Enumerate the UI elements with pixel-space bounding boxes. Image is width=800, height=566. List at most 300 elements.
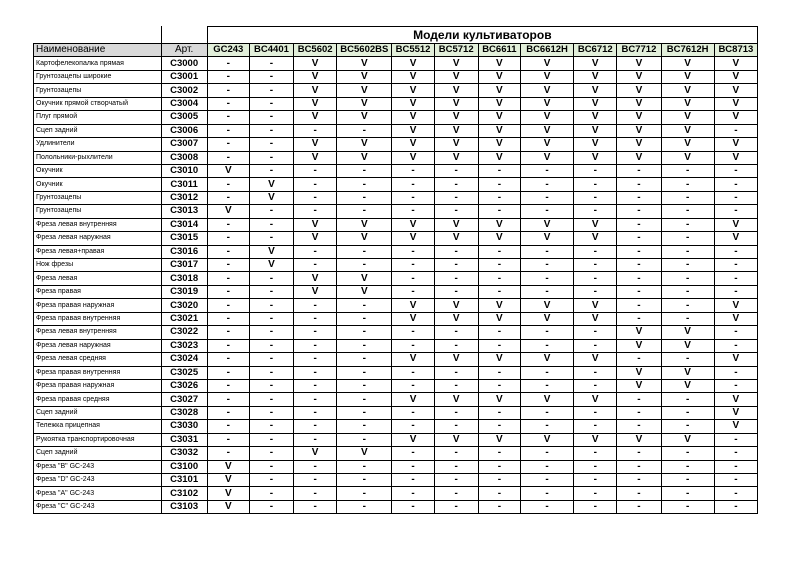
compat-mark-cell: V (617, 124, 661, 137)
part-name-cell: Нож фрезы (34, 259, 162, 272)
compat-mark-cell: - (294, 326, 337, 339)
compat-mark-cell: V (661, 366, 714, 379)
article-cell: C3024 (161, 353, 207, 366)
compat-mark-cell: V (392, 232, 434, 245)
table-row (34, 272, 758, 285)
table-row (34, 366, 758, 379)
compat-mark-cell: - (520, 191, 573, 204)
compat-mark-cell: - (661, 245, 714, 258)
compat-mark-cell: - (294, 245, 337, 258)
table-row (34, 474, 758, 487)
table-row (34, 339, 758, 352)
compat-mark-cell: - (434, 339, 478, 352)
compat-mark-cell: - (207, 124, 249, 137)
compat-mark-cell: - (249, 111, 293, 124)
compat-mark-cell: - (617, 474, 661, 487)
compat-mark-cell: - (574, 500, 617, 513)
article-cell: C3011 (161, 178, 207, 191)
compat-mark-cell: - (617, 191, 661, 204)
compat-mark-cell: - (520, 500, 573, 513)
compat-mark-cell: - (434, 164, 478, 177)
compat-mark-cell: V (574, 353, 617, 366)
compat-mark-cell: - (249, 57, 293, 70)
compat-mark-cell: V (714, 70, 757, 83)
compat-mark-cell: - (392, 164, 434, 177)
compat-mark-cell: V (207, 460, 249, 473)
compat-mark-cell: - (337, 178, 392, 191)
table-row (34, 84, 758, 97)
compat-mark-cell: - (574, 379, 617, 392)
part-name-cell: Грунтозацепы (34, 84, 162, 97)
article-cell: C3020 (161, 299, 207, 312)
compat-mark-cell: - (434, 487, 478, 500)
compat-mark-cell: V (434, 312, 478, 325)
compat-mark-cell: - (520, 164, 573, 177)
compat-mark-cell: V (434, 232, 478, 245)
compat-mark-cell: V (574, 218, 617, 231)
compat-mark-cell: - (207, 111, 249, 124)
compat-mark-cell: - (337, 299, 392, 312)
group-header-row (34, 27, 758, 44)
table-row (34, 312, 758, 325)
compat-mark-cell: - (249, 487, 293, 500)
article-cell: C3006 (161, 124, 207, 137)
compat-mark-cell: - (434, 205, 478, 218)
compat-mark-cell: V (478, 97, 520, 110)
compat-mark-cell: - (574, 447, 617, 460)
compat-mark-cell: - (617, 164, 661, 177)
compat-mark-cell: - (249, 447, 293, 460)
compat-mark-cell: - (661, 191, 714, 204)
compat-mark-cell: V (714, 312, 757, 325)
compat-mark-cell: V (661, 379, 714, 392)
part-name-cell: Тележка прицепная (34, 420, 162, 433)
compat-mark-cell: V (434, 70, 478, 83)
compat-mark-cell: - (207, 245, 249, 258)
compat-mark-cell: - (574, 474, 617, 487)
compat-mark-cell: V (661, 339, 714, 352)
article-cell: C3012 (161, 191, 207, 204)
compat-mark-cell: - (661, 218, 714, 231)
table-row (34, 299, 758, 312)
part-name-cell: Фреза левая внутренняя (34, 218, 162, 231)
table-row (34, 138, 758, 151)
compat-mark-cell: - (249, 218, 293, 231)
compat-mark-cell: - (714, 259, 757, 272)
compat-mark-cell: V (434, 218, 478, 231)
compat-mark-cell: V (337, 97, 392, 110)
compat-mark-cell: - (574, 339, 617, 352)
table-row (34, 500, 758, 513)
compat-mark-cell: - (478, 447, 520, 460)
compat-mark-cell: - (337, 366, 392, 379)
compat-mark-cell: V (617, 97, 661, 110)
table-row (34, 191, 758, 204)
part-name-cell: Фреза правая внутренняя (34, 366, 162, 379)
compat-mark-cell: - (207, 406, 249, 419)
compat-mark-cell: - (617, 353, 661, 366)
compat-mark-cell: V (392, 353, 434, 366)
compat-mark-cell: V (574, 312, 617, 325)
compat-mark-cell: - (661, 487, 714, 500)
article-cell: C3019 (161, 285, 207, 298)
compat-mark-cell: - (478, 178, 520, 191)
compat-mark-cell: - (661, 178, 714, 191)
table-row (34, 326, 758, 339)
compat-mark-cell: V (434, 97, 478, 110)
compat-mark-cell: - (249, 299, 293, 312)
compat-mark-cell: V (714, 393, 757, 406)
compat-mark-cell: - (337, 164, 392, 177)
compat-mark-cell: - (434, 178, 478, 191)
compat-mark-cell: V (617, 433, 661, 446)
compat-mark-cell: - (207, 285, 249, 298)
compat-mark-cell: - (478, 379, 520, 392)
compat-mark-cell: - (337, 406, 392, 419)
compat-mark-cell: - (249, 312, 293, 325)
compat-mark-cell: V (661, 326, 714, 339)
compat-mark-cell: V (520, 312, 573, 325)
compat-mark-cell: - (337, 379, 392, 392)
compat-mark-cell: V (294, 447, 337, 460)
compat-mark-cell: V (392, 433, 434, 446)
compat-mark-cell: - (294, 474, 337, 487)
compat-mark-cell: V (337, 218, 392, 231)
compat-mark-cell: V (478, 218, 520, 231)
table-row (34, 420, 758, 433)
compat-mark-cell: - (249, 232, 293, 245)
article-cell: C3021 (161, 312, 207, 325)
compat-mark-cell: V (617, 326, 661, 339)
compat-mark-cell: V (207, 474, 249, 487)
compat-mark-cell: - (520, 245, 573, 258)
part-name-cell: Окучник прямой створчатый (34, 97, 162, 110)
compat-mark-cell: V (714, 420, 757, 433)
compat-mark-cell: - (714, 164, 757, 177)
compat-mark-cell: - (249, 326, 293, 339)
compat-mark-cell: V (574, 433, 617, 446)
compat-mark-cell: - (337, 205, 392, 218)
compat-mark-cell: V (574, 111, 617, 124)
compat-mark-cell: - (249, 474, 293, 487)
compat-mark-cell: V (520, 138, 573, 151)
compat-mark-cell: - (392, 500, 434, 513)
table-row (34, 205, 758, 218)
table-row (34, 70, 758, 83)
compat-mark-cell: - (574, 487, 617, 500)
compat-mark-cell: - (207, 57, 249, 70)
part-name-cell: Окучник (34, 178, 162, 191)
article-cell: C3018 (161, 272, 207, 285)
compat-mark-cell: V (478, 299, 520, 312)
compat-mark-cell: - (617, 272, 661, 285)
compat-mark-cell: - (207, 151, 249, 164)
compat-mark-cell: V (714, 218, 757, 231)
part-name-cell: Фреза правая внутренняя (34, 312, 162, 325)
compat-mark-cell: - (574, 164, 617, 177)
compat-mark-cell: V (392, 70, 434, 83)
compat-mark-cell: - (294, 191, 337, 204)
compat-mark-cell: - (661, 259, 714, 272)
compat-mark-cell: - (617, 500, 661, 513)
part-name-cell: Фреза "D" GC-243 (34, 474, 162, 487)
compat-mark-cell: V (249, 178, 293, 191)
compat-mark-cell: - (434, 245, 478, 258)
compat-mark-cell: V (714, 406, 757, 419)
compat-mark-cell: V (661, 151, 714, 164)
compat-mark-cell: - (574, 460, 617, 473)
compat-mark-cell: - (337, 326, 392, 339)
compat-mark-cell: - (434, 272, 478, 285)
compat-mark-cell: - (617, 406, 661, 419)
compat-mark-cell: - (294, 379, 337, 392)
compat-mark-cell: V (617, 379, 661, 392)
compat-mark-cell: V (478, 138, 520, 151)
table-row (34, 285, 758, 298)
compat-mark-cell: - (661, 406, 714, 419)
compat-mark-cell: - (714, 272, 757, 285)
compat-mark-cell: - (574, 326, 617, 339)
compat-mark-cell: V (478, 312, 520, 325)
compat-mark-cell: V (434, 299, 478, 312)
compat-mark-cell: - (714, 474, 757, 487)
compat-mark-cell: - (294, 433, 337, 446)
compat-mark-cell: - (337, 433, 392, 446)
part-name-cell: Грунтозацепы (34, 191, 162, 204)
table-row (34, 57, 758, 70)
compat-mark-cell: - (520, 474, 573, 487)
compat-mark-cell: V (574, 124, 617, 137)
compat-mark-cell: - (478, 500, 520, 513)
compat-mark-cell: V (392, 111, 434, 124)
compat-mark-cell: - (661, 205, 714, 218)
compat-mark-cell: - (249, 339, 293, 352)
compat-mark-cell: V (661, 84, 714, 97)
compat-mark-cell: - (392, 245, 434, 258)
compat-mark-cell: - (574, 406, 617, 419)
compat-mark-cell: V (574, 232, 617, 245)
compat-mark-cell: - (249, 151, 293, 164)
compat-mark-cell: V (520, 151, 573, 164)
table-row (34, 124, 758, 137)
compat-mark-cell: V (520, 393, 573, 406)
article-cell: C3100 (161, 460, 207, 473)
compat-mark-cell: V (661, 124, 714, 137)
compat-mark-cell: - (294, 124, 337, 137)
table-row (34, 447, 758, 460)
compat-mark-cell: V (337, 138, 392, 151)
compat-mark-cell: V (714, 84, 757, 97)
table-row (34, 259, 758, 272)
compat-mark-cell: - (434, 259, 478, 272)
compat-mark-cell: V (520, 97, 573, 110)
compat-mark-cell: - (574, 366, 617, 379)
compat-mark-cell: - (520, 178, 573, 191)
compat-mark-cell: - (714, 124, 757, 137)
article-cell: C3026 (161, 379, 207, 392)
compat-mark-cell: - (294, 353, 337, 366)
compat-mark-cell: - (617, 178, 661, 191)
table-row (34, 218, 758, 231)
article-cell: C3002 (161, 84, 207, 97)
compat-mark-cell: - (661, 474, 714, 487)
compat-mark-cell: - (294, 420, 337, 433)
compat-mark-cell: V (617, 151, 661, 164)
table-row (34, 353, 758, 366)
compat-mark-cell: - (249, 366, 293, 379)
part-name-cell: Картофелекопалка прямая (34, 57, 162, 70)
compat-mark-cell: V (392, 218, 434, 231)
part-name-cell: Фреза "B" GC-243 (34, 460, 162, 473)
compat-mark-cell: - (714, 433, 757, 446)
part-name-cell: Рукоятка транспортировочная (34, 433, 162, 446)
compat-mark-cell: - (392, 205, 434, 218)
compat-mark-cell: V (294, 218, 337, 231)
compat-mark-cell: - (617, 487, 661, 500)
compat-mark-cell: - (392, 420, 434, 433)
compat-mark-cell: - (661, 312, 714, 325)
compat-mark-cell: - (574, 245, 617, 258)
article-cell: C3013 (161, 205, 207, 218)
compat-mark-cell: - (249, 84, 293, 97)
model-header: BC5602 (294, 44, 337, 57)
compat-mark-cell: - (294, 366, 337, 379)
compat-mark-cell: - (617, 232, 661, 245)
compat-mark-cell: - (520, 339, 573, 352)
compat-mark-cell: V (434, 353, 478, 366)
compat-mark-cell: V (714, 138, 757, 151)
compat-mark-cell: - (294, 460, 337, 473)
compat-mark-cell: V (714, 57, 757, 70)
compat-mark-cell: - (249, 500, 293, 513)
compat-mark-cell: - (337, 474, 392, 487)
part-name-cell: Фреза правая наружная (34, 379, 162, 392)
compat-mark-cell: V (574, 97, 617, 110)
compat-mark-cell: V (434, 138, 478, 151)
compat-mark-cell: V (392, 57, 434, 70)
compat-mark-cell: - (520, 420, 573, 433)
compat-mark-cell: V (714, 111, 757, 124)
compat-mark-cell: V (520, 57, 573, 70)
compat-mark-cell: - (478, 164, 520, 177)
compat-mark-cell: V (478, 232, 520, 245)
article-cell: C3016 (161, 245, 207, 258)
article-cell: C3014 (161, 218, 207, 231)
compat-mark-cell: - (207, 272, 249, 285)
compat-mark-cell: - (714, 205, 757, 218)
compat-mark-cell: - (661, 164, 714, 177)
compat-mark-cell: V (714, 299, 757, 312)
table-row (34, 433, 758, 446)
compat-mark-cell: V (574, 57, 617, 70)
compat-mark-cell: - (337, 460, 392, 473)
compat-mark-cell: V (434, 124, 478, 137)
model-header: BC7612H (661, 44, 714, 57)
compat-mark-cell: - (207, 379, 249, 392)
part-name-cell: Фреза "C" GC-243 (34, 500, 162, 513)
compat-mark-cell: - (520, 487, 573, 500)
compat-mark-cell: - (207, 97, 249, 110)
compat-mark-cell: V (478, 84, 520, 97)
model-header: BC6611 (478, 44, 520, 57)
article-cell: C3022 (161, 326, 207, 339)
compat-mark-cell: V (294, 272, 337, 285)
part-name-cell: Фреза левая наружная (34, 232, 162, 245)
compat-mark-cell: V (294, 138, 337, 151)
table-row (34, 406, 758, 419)
compat-mark-cell: - (337, 353, 392, 366)
compat-mark-cell: - (337, 500, 392, 513)
compat-mark-cell: V (714, 232, 757, 245)
compat-mark-cell: - (434, 326, 478, 339)
compat-mark-cell: - (249, 433, 293, 446)
article-cell: C3101 (161, 474, 207, 487)
compat-mark-cell: V (478, 393, 520, 406)
article-cell: C3025 (161, 366, 207, 379)
compat-mark-cell: V (294, 111, 337, 124)
compat-mark-cell: - (207, 339, 249, 352)
compat-mark-cell: - (617, 218, 661, 231)
compat-mark-cell: - (617, 285, 661, 298)
compat-mark-cell: - (617, 312, 661, 325)
compat-mark-cell: - (207, 420, 249, 433)
compat-mark-cell: - (617, 299, 661, 312)
compat-mark-cell: V (434, 84, 478, 97)
model-header: BC6612H (520, 44, 573, 57)
compat-mark-cell: - (478, 285, 520, 298)
compat-mark-cell: V (574, 84, 617, 97)
compat-mark-cell: - (661, 353, 714, 366)
compat-mark-cell: - (207, 447, 249, 460)
compat-mark-cell: - (294, 487, 337, 500)
compat-mark-cell: - (207, 232, 249, 245)
article-cell: C3031 (161, 433, 207, 446)
compatibility-table (33, 26, 758, 514)
compat-mark-cell: - (249, 164, 293, 177)
compat-mark-cell: V (337, 232, 392, 245)
compat-mark-cell: - (714, 245, 757, 258)
compat-mark-cell: - (714, 366, 757, 379)
compat-mark-cell: V (661, 57, 714, 70)
table-row (34, 178, 758, 191)
compat-mark-cell: - (392, 178, 434, 191)
compat-mark-cell: V (574, 151, 617, 164)
compat-mark-cell: - (434, 191, 478, 204)
article-cell: C3005 (161, 111, 207, 124)
table-row (34, 245, 758, 258)
compat-mark-cell: V (478, 353, 520, 366)
compat-mark-cell: V (574, 393, 617, 406)
article-cell: C3008 (161, 151, 207, 164)
compat-mark-cell: - (392, 272, 434, 285)
compat-mark-cell: - (392, 191, 434, 204)
compat-mark-cell: - (520, 406, 573, 419)
compat-mark-cell: - (574, 259, 617, 272)
compat-mark-cell: - (714, 191, 757, 204)
part-name-cell: Полольники-рыхлители (34, 151, 162, 164)
table-row (34, 232, 758, 245)
compat-mark-cell: V (337, 70, 392, 83)
compat-mark-cell: - (661, 447, 714, 460)
compat-mark-cell: - (617, 447, 661, 460)
compat-mark-cell: V (337, 272, 392, 285)
compat-mark-cell: V (337, 57, 392, 70)
compat-mark-cell: - (714, 326, 757, 339)
compat-mark-cell: - (207, 259, 249, 272)
compat-mark-cell: V (520, 111, 573, 124)
compat-mark-cell: - (661, 299, 714, 312)
part-name-cell: Сцеп задний (34, 447, 162, 460)
